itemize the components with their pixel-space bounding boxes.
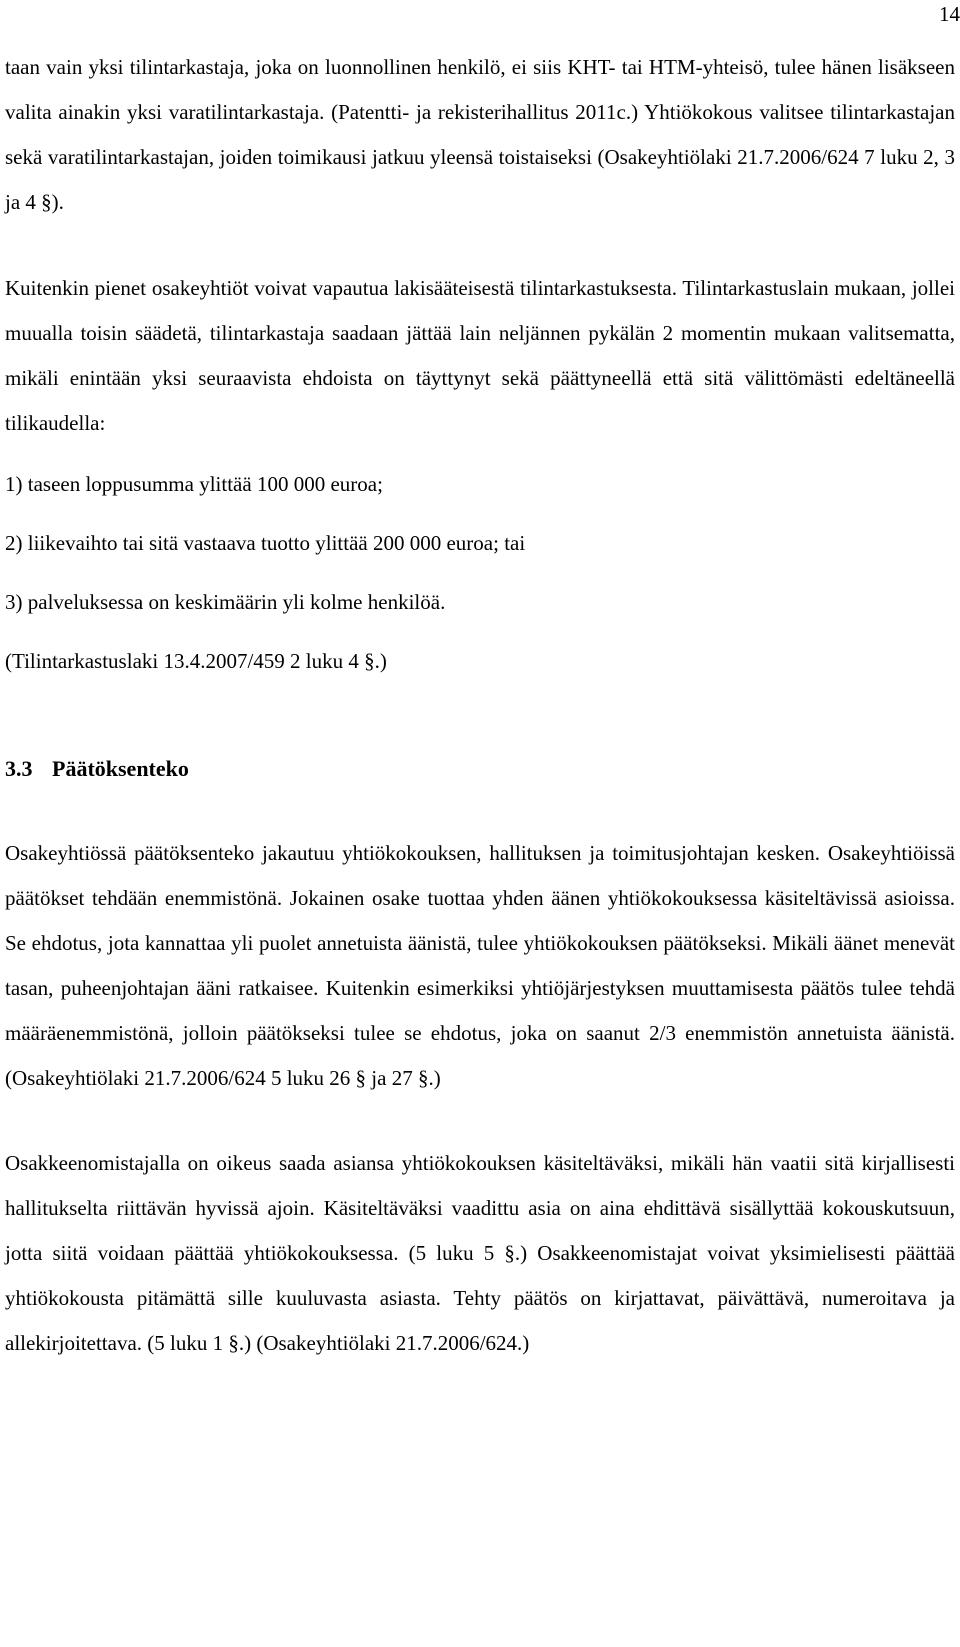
section-heading bbox=[5, 746, 955, 791]
section-heading-number: 3.3 bbox=[5, 756, 33, 781]
list-item-turnover: 2) liikevaihto tai sitä vastaava tuotto ylittää 200 000 euroa; tai bbox=[5, 531, 526, 555]
paragraph-decision-making: Osakeyhtiössä päätöksenteko jakautuu yhtiökokouksen, hallituksen ja toimitusjohtajan kesken. Osakeyhtiöissä päätökset tehdään enemmistönä. Jokainen osake tuottaa yhden äänen yhtiökokouksessa käsiteltävissä asioissa. Se ehdotus, jota kannattaa yli puolet annetuista äänistä, tulee yhtiökokouksen päätökseksi. Mikäli äänet menevät tasan, puheenjohtajan ääni ratkaisee. Kuitenkin esimerkiksi yhtiöjärjestyksen muuttamisesta päätös tulee tehdä määräenemmistönä, jolloin päätökseksi tulee se ehdotus, joka on saanut 2/3 enemmistön annetuista äänistä. (Osakeyhtiölaki 21.7.2006/624 5 luku 26 § ja 27 §.) bbox=[5, 841, 955, 1090]
list-item-balance-sheet: 1) taseen loppusumma ylittää 100 000 euroa; bbox=[5, 472, 383, 496]
page-number: 14 bbox=[939, 2, 960, 26]
section-heading-title: Päätöksenteko bbox=[52, 756, 189, 781]
citation-audit-act: (Tilintarkastuslaki 13.4.2007/459 2 luku 4 §.) bbox=[5, 649, 387, 673]
paragraph-shareholder-rights: Osakkeenomistajalla on oikeus saada asiansa yhtiökokouksen käsiteltäväksi, mikäli hän vaatii sitä kirjallisesti hallitukselta riittävän hyvissä ajoin. Käsiteltäväksi vaadittu asia on aina ehdittävä sisällyttää kokouskutsuun, jotta siitä voidaan päättää yhtiökokouksessa. (5 luku 5 §.) Osakkeenomistajat voivat yksimielisesti päättää yhtiökokousta pitämättä sille kuuluvasta asiasta. Tehty päätös on kirjattavat, päivättävä, numeroitava ja allekirjoitettava. (5 luku 1 §.) (Osakeyhtiölaki 21.7.2006/624.) bbox=[5, 1151, 955, 1355]
paragraph-audit-exemption: Kuitenkin pienet osakeyhtiöt voivat vapautua lakisääteisestä tilintarkastuksesta. Tilintarkastuslain mukaan, jollei muualla toisin säädetä, tilintarkastaja saadaan jättää lain neljännen pykälän 2 momentin mukaan valitsematta, mikäli enintään yksi seuraavista ehdoista on täyttynyt sekä päättyneellä että sitä välittömästi edeltäneellä tilikaudella: bbox=[5, 276, 955, 435]
list-item-employees: 3) palveluksessa on keskimäärin yli kolme henkilöä. bbox=[5, 590, 446, 614]
document-body bbox=[5, 45, 955, 1366]
paragraph-auditor-election: taan vain yksi tilintarkastaja, joka on luonnollinen henkilö, ei siis KHT- tai HTM-yhteisö, tulee hänen lisäkseen valita ainakin yksi varatilintarkastaja. (Patentti- ja rekisterihallitus 2011c.) Yhtiökokous valitsee tilintarkastajan sekä varatilintarkastajan, joiden toimikausi jatkuu yleensä toistaiseksi (Osakeyhtiölaki 21.7.2006/624 7 luku 2, 3 ja 4 §). bbox=[5, 55, 955, 214]
